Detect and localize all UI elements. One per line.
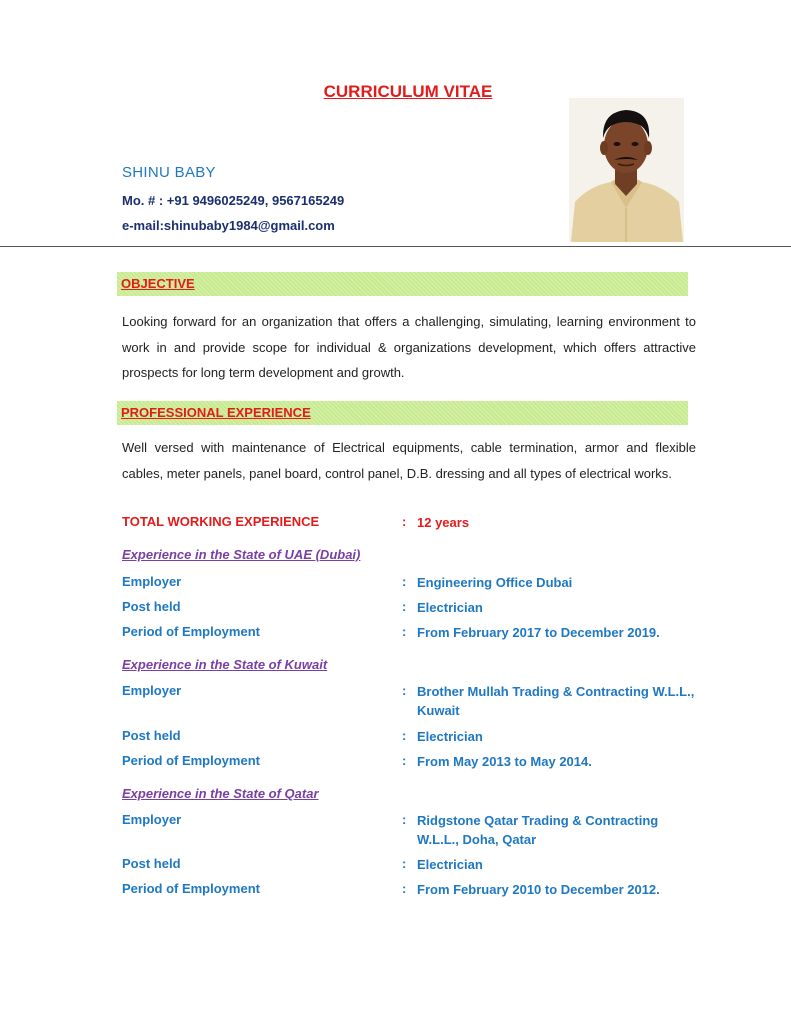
employer-label: Employer xyxy=(122,683,182,698)
region-heading-kuwait: Experience in the State of Kuwait xyxy=(122,657,328,672)
post-label: Post held xyxy=(122,856,181,871)
header-divider xyxy=(0,246,791,247)
post-label: Post held xyxy=(122,599,181,614)
objective-text: Looking forward for an organization that offers a challenging, simulating, learning environment to work in and provide scope for individual & organizations development, which offers attractive prospects for long term development and growth. xyxy=(122,314,696,380)
period-value-uae: From February 2017 to December 2019. xyxy=(417,625,660,640)
colon: : xyxy=(402,856,407,871)
objective-heading: OBJECTIVE xyxy=(121,276,195,291)
employer-value-qatar: Ridgstone Qatar Trading & Contracting W.L.L., Doha, Qatar xyxy=(417,813,659,847)
experience-heading-bar xyxy=(117,401,688,425)
colon: : xyxy=(402,753,407,768)
total-experience-label: TOTAL WORKING EXPERIENCE xyxy=(122,514,320,529)
candidate-name: SHINU BABY xyxy=(122,164,216,181)
post-value-qatar: Electrician xyxy=(417,857,483,872)
experience-summary: Well versed with maintenance of Electrical equipments, cable termination, armor and flexible cables, meter panels, panel board, control panel, D.B. dressing and all types of electrical works. xyxy=(122,440,696,481)
profile-photo xyxy=(569,98,684,242)
employer-label: Employer xyxy=(122,812,182,827)
colon: : xyxy=(402,624,407,639)
post-value-uae: Electrician xyxy=(417,600,483,615)
objective-heading-bar xyxy=(117,272,688,296)
document-title: CURRICULUM VITAE xyxy=(323,82,493,101)
email-address: e-mail:shinubaby1984@gmail.com xyxy=(122,218,335,233)
post-value-kuwait: Electrician xyxy=(417,729,483,744)
mobile-numbers: Mo. # : +91 9496025249, 9567165249 xyxy=(122,193,345,208)
region-heading-uae: Experience in the State of UAE (Dubai) xyxy=(122,547,361,562)
period-value-kuwait: From May 2013 to May 2014. xyxy=(417,754,592,769)
colon: : xyxy=(402,728,407,743)
experience-heading: PROFESSIONAL EXPERIENCE xyxy=(121,405,311,420)
employer-value-kuwait: Brother Mullah Trading & Contracting W.L.L., Kuwait xyxy=(417,684,695,718)
period-value-qatar: From February 2010 to December 2012. xyxy=(417,882,660,897)
colon: : xyxy=(402,683,407,698)
period-label: Period of Employment xyxy=(122,753,260,768)
colon: : xyxy=(402,574,407,589)
post-label: Post held xyxy=(122,728,181,743)
colon: : xyxy=(402,881,407,896)
colon: : xyxy=(402,514,407,529)
region-heading-qatar: Experience in the State of Qatar xyxy=(122,786,319,801)
employer-value-uae: Engineering Office Dubai xyxy=(417,575,573,590)
colon: : xyxy=(402,599,407,614)
colon: : xyxy=(402,812,407,827)
period-label: Period of Employment xyxy=(122,624,260,639)
employer-label: Employer xyxy=(122,574,182,589)
total-experience-value: 12 years xyxy=(417,515,470,530)
period-label: Period of Employment xyxy=(122,881,260,896)
